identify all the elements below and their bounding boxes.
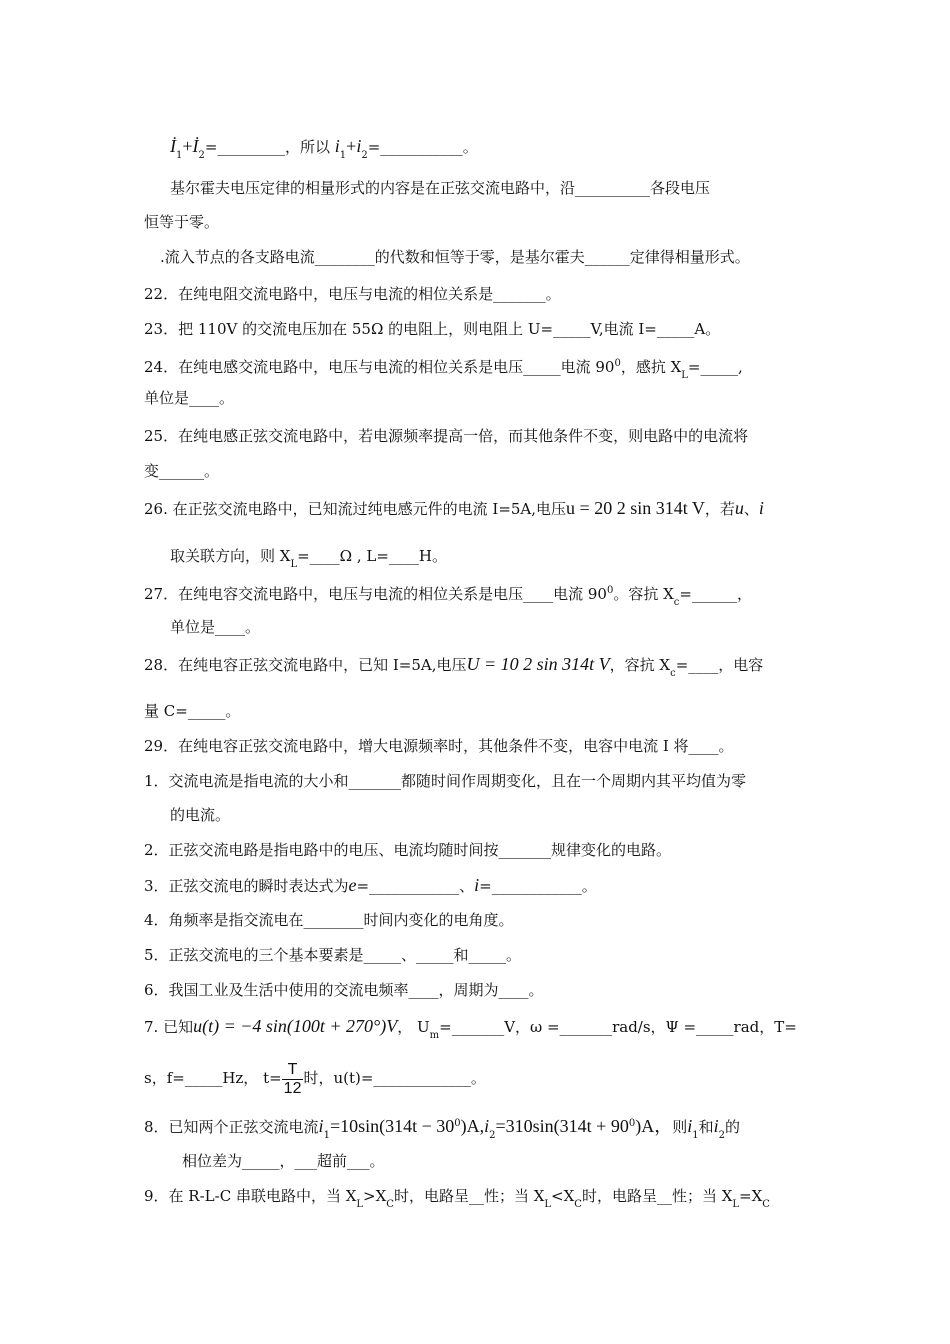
kvl-line-cont: 恒等于零。 xyxy=(144,213,220,231)
question-3: 3．正弦交流电的瞬时表达式为e=____________、i=____________。 xyxy=(144,875,597,895)
question-6: 6．我国工业及生活中使用的交流电频率____，周期为____。 xyxy=(144,981,544,999)
question-26-cont: 取关联方向，则 $X_L=\_\_\_\_\Omega$ , L=____H。 xyxy=(170,547,448,570)
question-1: 1．交流电流是指电流的大小和_______都随时间作周期变化，且在一个周期内其平均值为零 xyxy=(144,772,747,790)
time-fraction: $\frac{T}{12}$ xyxy=(283,1060,302,1097)
question-25: 25．在纯电感正弦交流电路中，若电源频率提高一倍，而其他条件不变，则电路中的电流将 xyxy=(144,427,749,445)
question-28-cont: 量 C=_____。 xyxy=(144,702,241,720)
question-23: 23．把 110V 的交流电压加在 55Ω 的电阻上，则电阻上 U=_____V,电流 I=_____A。 xyxy=(144,320,721,338)
question-2: 2．正弦交流电路是指电路中的电压、电流均随时间按_______规律变化的电路。 xyxy=(144,841,672,859)
question-7-cont: s，f=_____Hz， t= $\frac{T}{12}$ 时，u(t)=_____________。 xyxy=(144,1060,486,1097)
question-22: 22．在纯电阻交流电路中，电压与电流的相位关系是_______。 xyxy=(144,285,561,303)
question-24-cont: 单位是____。 xyxy=(144,389,235,407)
question-9: 9．在 R-L-C 串联电路中，当 $X_L>X_C$时，电路呈__性；当 $X_L<X_C$时，电路呈__性；当 $X_L=X_C$ xyxy=(144,1187,770,1210)
question-29: 29．在纯电容正弦交流电路中，增大电源频率时，其他条件不变，电容中电流 I 将____。 xyxy=(144,737,734,755)
question-1-cont: 的电流。 xyxy=(170,806,231,824)
question-8-cont: 相位差为_____，___超前___。 xyxy=(182,1152,385,1170)
question-4: 4．角频率是指交流电在________时间内变化的电角度。 xyxy=(144,911,514,929)
question-5: 5．正弦交流电的三个基本要素是_____、_____和_____。 xyxy=(144,946,522,964)
question-8: 8．已知两个正弦交流电流$i_1=10\sin(314t - 30^0)A,i_2=310\sin(314t + 90^0)A$，则$i_1$和$i_2$的 xyxy=(144,1116,741,1141)
kvl-line: 基尔霍夫电压定律的相量形式的内容是在正弦交流电路中，沿__________各段电压 xyxy=(170,179,711,197)
voltage-formula: u = 20 2 sin 314t V xyxy=(566,498,705,518)
phasor-sum-line: $İ_1+İ_2=\_\_\_\_\_\_\_\_\_$，所以 $i_1+i_2=\_\_\_\_\_\_\_\_\_\_\_$。 xyxy=(170,136,478,161)
voltage-formula: u(t) = −4 sin(100t + 270°)V xyxy=(193,1016,398,1036)
question-27-cont: 单位是____。 xyxy=(170,618,261,636)
question-27: 27．在纯电容交流电路中，电压与电流的相位关系是电压____电流 $90^0$。容抗 $X_c=\_\_\_\_\_\_$， xyxy=(144,585,752,608)
question-7: 7. 已知u(t) = −4 sin(100t + 270°)V， $U_m=\_\_\_\_\_\_\_V$，ω =_______rad/s，Ψ =_____rad，T= xyxy=(144,1016,797,1041)
kcl-line: .流入节点的各支路电流________的代数和恒等于零，是基尔霍夫______定律得相量形式。 xyxy=(160,248,750,266)
question-25-cont: 变______。 xyxy=(144,462,220,480)
voltage-formula: U = 10 2 sin 314t V xyxy=(466,654,610,674)
question-28: 28．在纯电容正弦交流电路中，已知 I=5A,电压U = 10 2 sin 314t V，容抗 $X_c=\_\_\_\_$，电容 xyxy=(144,654,764,679)
question-26: 26. 在正弦交流电路中，已知流过纯电感元件的电流 I=5A,电压u = 20 2 sin 314t V，若u、i xyxy=(144,498,764,518)
question-24: 24．在纯电感交流电路中，电压与电流的相位关系是电压_____电流 $90^0$，感抗 $X_L=\_\_\_\_\_$, xyxy=(144,358,743,381)
